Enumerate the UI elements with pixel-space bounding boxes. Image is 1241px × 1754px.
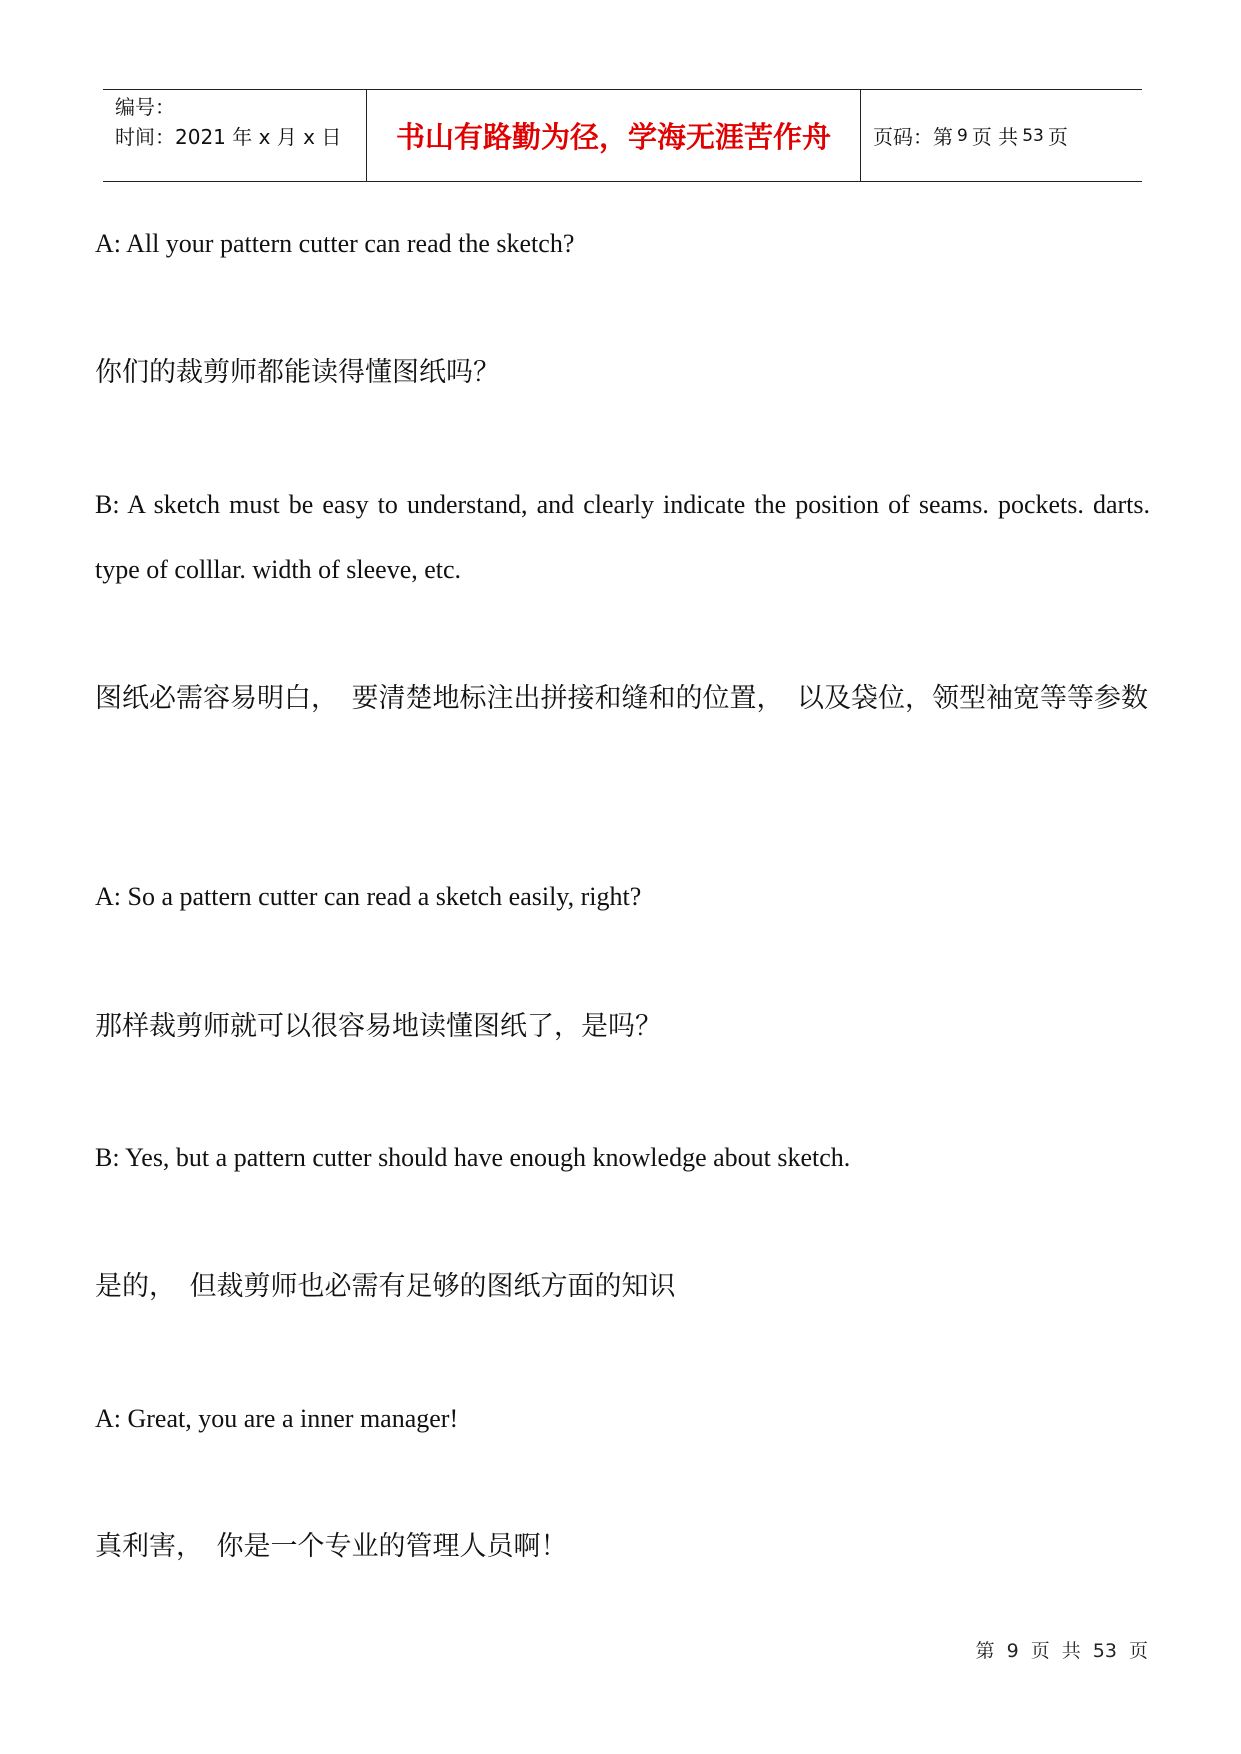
header-meta <box>103 90 367 181</box>
dialogue-line-6: 那样裁剪师就可以很容易地读懂图纸了，是吗？ <box>95 1011 662 1042</box>
dialogue-line-3: B: A sketch must be easy to understand, and clearly indicate the position of seams. pockets. darts. type of colllar. width of sleeve, etc. <box>95 490 1150 584</box>
header-page-info <box>861 90 1142 181</box>
page-total: 53 <box>1022 125 1044 146</box>
page-number: 9 <box>957 125 968 146</box>
dialogue-line-10: 真利害， 你是一个专业的管理人员啊！ <box>95 1531 568 1562</box>
dialogue-line-4: 图纸必需容易明白， 要清楚地标注出拼接和缝和的位置， 以及袋位，领型袖宽等等参数 <box>95 683 1148 714</box>
dialogue-line-8: 是的， 但裁剪师也必需有足够的图纸方面的知识 <box>95 1271 676 1302</box>
header-motto: 书山有路勤为径，学海无涯苦作舟 <box>367 90 861 181</box>
dialogue-line-7: B: Yes, but a pattern cutter should have enough knowledge about sketch. <box>95 1143 851 1172</box>
dialogue-line-2: 你们的裁剪师都能读得懂图纸吗？ <box>95 357 500 388</box>
dialogue-line-9: A: Great, you are a inner manager! <box>95 1404 459 1433</box>
page-mid: 页 共 <box>971 125 1019 149</box>
time-label: 时间：2021 年 x 月 x 日 <box>115 125 342 149</box>
serial-label: 编号： <box>115 95 175 119</box>
page-prefix: 页码：第 <box>873 125 953 149</box>
dialogue-line-1: A: All your pattern cutter can read the sketch? <box>95 229 575 258</box>
page-suffix: 页 <box>1047 125 1068 149</box>
page-footer: 第 9 页 共 53 页 <box>975 1640 1148 1662</box>
page-header <box>103 89 1142 182</box>
dialogue-line-5: A: So a pattern cutter can read a sketch easily, right? <box>95 882 642 911</box>
